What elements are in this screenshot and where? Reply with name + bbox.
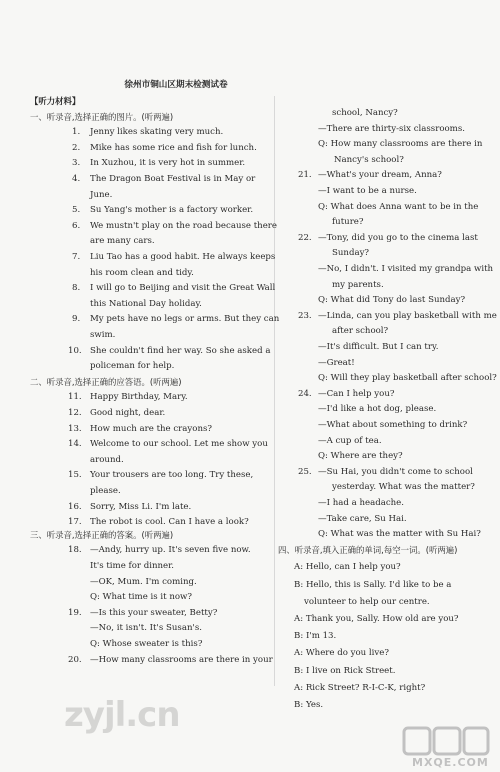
response-item-text: The robot is cool. Can I have a look? <box>90 517 249 528</box>
part2-heading: 二、听录音,选择正确的应答语。(听两遍) <box>30 376 182 387</box>
listening-item-text: The Dragon Boat Festival is in May or <box>90 174 256 184</box>
section-heading-material: 【听力材料】 <box>30 96 81 106</box>
listening-item-text: his room clean and tidy. <box>90 267 194 278</box>
dialogue-item-text: —Take care, Su Hai. <box>318 513 407 524</box>
conversation-line: A: Where do you live? <box>294 648 389 659</box>
listening-item-number: 7. <box>72 252 81 262</box>
response-item-text: Good night, dear. <box>90 408 166 418</box>
dialogue-item-text: Nancy's school? <box>334 154 404 165</box>
response-item-number: 11. <box>68 392 82 403</box>
dialogue-item-text: yesterday. What was the matter? <box>332 482 475 493</box>
right-column <box>276 0 500 772</box>
response-item-number: 12. <box>68 408 82 418</box>
dialogue-item-text: Sunday? <box>332 248 370 259</box>
listening-item-number: 5. <box>72 205 81 216</box>
conversation-line: B: I live on Rick Street. <box>294 665 396 676</box>
dialogue-item-text: —It's difficult. But I can try. <box>318 342 439 352</box>
dialogue-item-text: Q: What does Anna want to be in the <box>318 201 479 212</box>
dialogue-item-text: —What about something to drink? <box>318 420 468 430</box>
dialogue-item-text: Q: What was the matter with Su Hai? <box>318 529 481 540</box>
listening-item-number: 1. <box>72 127 81 138</box>
part4-heading: 四、听录音,填入正确的单词,每空一词。(听两遍) <box>278 544 458 555</box>
dialogue-item-text: Q: Where are they? <box>318 451 403 462</box>
dialogue-item-text: —No, it isn't. It's Susan's. <box>90 623 203 634</box>
listening-item-text: In Xuzhou, it is very hot in summer. <box>90 158 246 169</box>
dialogue-item-text: —What's your dream, Anna? <box>318 170 442 181</box>
response-item-text: Sorry, Miss Li. I'm late. <box>90 501 192 512</box>
dialogue-item-text: Q: Will they play basketball after school? <box>318 373 497 384</box>
column-divider <box>274 96 275 686</box>
dialogue-item-number: 23. <box>298 310 312 321</box>
listening-item-text: She couldn't find her way. So she asked a <box>90 345 271 356</box>
conversation-line: B: Hello, this is Sally. I'd like to be a <box>294 579 452 590</box>
listening-item-number: 10. <box>68 345 82 356</box>
response-item-text: Welcome to our school. Let me show you <box>90 439 268 450</box>
dialogue-item-number: 22. <box>298 232 312 243</box>
response-item-number: 15. <box>68 470 82 481</box>
listening-item-text: Mike has some rice and fish for lunch. <box>90 142 257 153</box>
dialogue-item-text: —Is this your sweater, Betty? <box>90 607 218 618</box>
conversation-line: A: Thank you, Sally. How old are you? <box>294 614 459 624</box>
response-item-text: How much are the crayons? <box>90 423 212 434</box>
dialogue-item-text: —A cup of tea. <box>318 435 382 446</box>
dialogue-item-text: —Linda, can you play basketball with me <box>318 310 497 321</box>
listening-item-text: swim. <box>90 330 116 340</box>
dialogue-item-text: Q: What did Tony do last Sunday? <box>318 295 466 306</box>
watermark-logo: zyjl.cn <box>64 695 180 735</box>
dialogue-item-text: —OK, Mum. I'm coming. <box>90 576 197 587</box>
listening-item-text: I will go to Beijing and visit the Great Wall <box>90 283 276 294</box>
part3-heading: 三、听录音,选择正确的答案。(听两遍) <box>30 529 174 540</box>
response-item-number: 13. <box>68 423 82 434</box>
listening-item-number: 6. <box>72 220 81 231</box>
listening-item-text: Jenny likes skating very much. <box>90 127 224 138</box>
listening-item-number: 9. <box>72 314 81 325</box>
dialogue-item-text: —I had a headache. <box>318 498 405 508</box>
dialogue-item-text: future? <box>332 217 364 228</box>
listening-item-text: My pets have no legs or arms. But they can <box>90 314 280 325</box>
dialogue-item-text: —How many classrooms are there in your <box>90 654 273 665</box>
dialogue-item-text: —I want to be a nurse. <box>318 186 417 196</box>
dialogue-item-text: my parents. <box>332 279 384 290</box>
dialogue-item-text: —I'd like a hot dog, please. <box>318 404 437 415</box>
listening-item-text: June. <box>90 189 113 200</box>
dialogue-item-text: —Can I help you? <box>318 388 395 399</box>
dialogue-item-text: —Su Hai, you didn't come to school <box>318 466 473 477</box>
response-item-text: Happy Birthday, Mary. <box>90 392 188 403</box>
listening-item-text: policeman for help. <box>90 361 175 372</box>
listening-item-number: 2. <box>72 142 81 153</box>
dialogue-item-number: 19. <box>68 607 82 618</box>
dialogue-item-text: —Tony, did you go to the cinema last <box>318 232 478 243</box>
listening-item-text: are many cars. <box>90 236 155 247</box>
dialogue-item-text: school, Nancy? <box>332 108 398 118</box>
response-item-text: around. <box>90 454 124 465</box>
dialogue-item-text: Q: Whose sweater is this? <box>90 639 203 649</box>
conversation-line: volunteer to help our centre. <box>304 596 430 607</box>
response-item-text: please. <box>90 486 121 496</box>
dialogue-item-text: —No, I didn't. I visited my grandpa with <box>318 264 494 274</box>
dialogue-item-text: —There are thirty-six classrooms. <box>318 123 465 134</box>
dialogue-item-text: Q: How many classrooms are there in <box>318 139 483 150</box>
dialogue-item-number: 21. <box>298 170 312 181</box>
conversation-line: A: Hello, can I help you? <box>294 562 401 573</box>
listening-item-number: 4. <box>72 174 81 184</box>
page-title: 徐州市铜山区期末检测试卷 <box>124 80 228 90</box>
listening-item-text: Su Yang's mother is a factory worker. <box>90 205 254 216</box>
dialogue-item-text: Q: What time is it now? <box>90 592 193 603</box>
dialogue-item-text: It's time for dinner. <box>90 561 175 571</box>
listening-item-text: Liu Tao has a good habit. He always keeps <box>90 252 276 262</box>
dialogue-item-number: 24. <box>298 388 312 399</box>
listening-item-number: 3. <box>72 158 81 169</box>
dialogue-item-text: —Great! <box>318 357 355 368</box>
response-item-number: 16. <box>68 501 82 512</box>
conversation-line: A: Rick Street? R-I-C-K, right? <box>294 682 426 693</box>
part1-heading: 一、听录音,选择正确的图片。(听两遍) <box>30 111 174 122</box>
dialogue-item-number: 20. <box>68 654 82 665</box>
dialogue-item-number: 18. <box>68 545 82 556</box>
dialogue-item-text: after school? <box>332 326 389 337</box>
response-item-number: 14. <box>68 439 82 450</box>
dialogue-item-text: —Andy, hurry up. It's seven five now. <box>90 545 251 556</box>
response-item-text: Your trousers are too long. Try these, <box>90 470 254 481</box>
listening-item-number: 8. <box>72 283 81 294</box>
stamp-text: MXQE.COM <box>412 756 489 769</box>
conversation-line: B: Yes. <box>294 700 324 710</box>
response-item-number: 17. <box>68 517 82 528</box>
conversation-line: B: I'm 13. <box>294 631 337 642</box>
listening-item-text: We mustn't play on the road because there <box>90 220 277 231</box>
dialogue-item-number: 25. <box>298 466 312 477</box>
listening-item-text: this National Day holiday. <box>90 298 202 309</box>
